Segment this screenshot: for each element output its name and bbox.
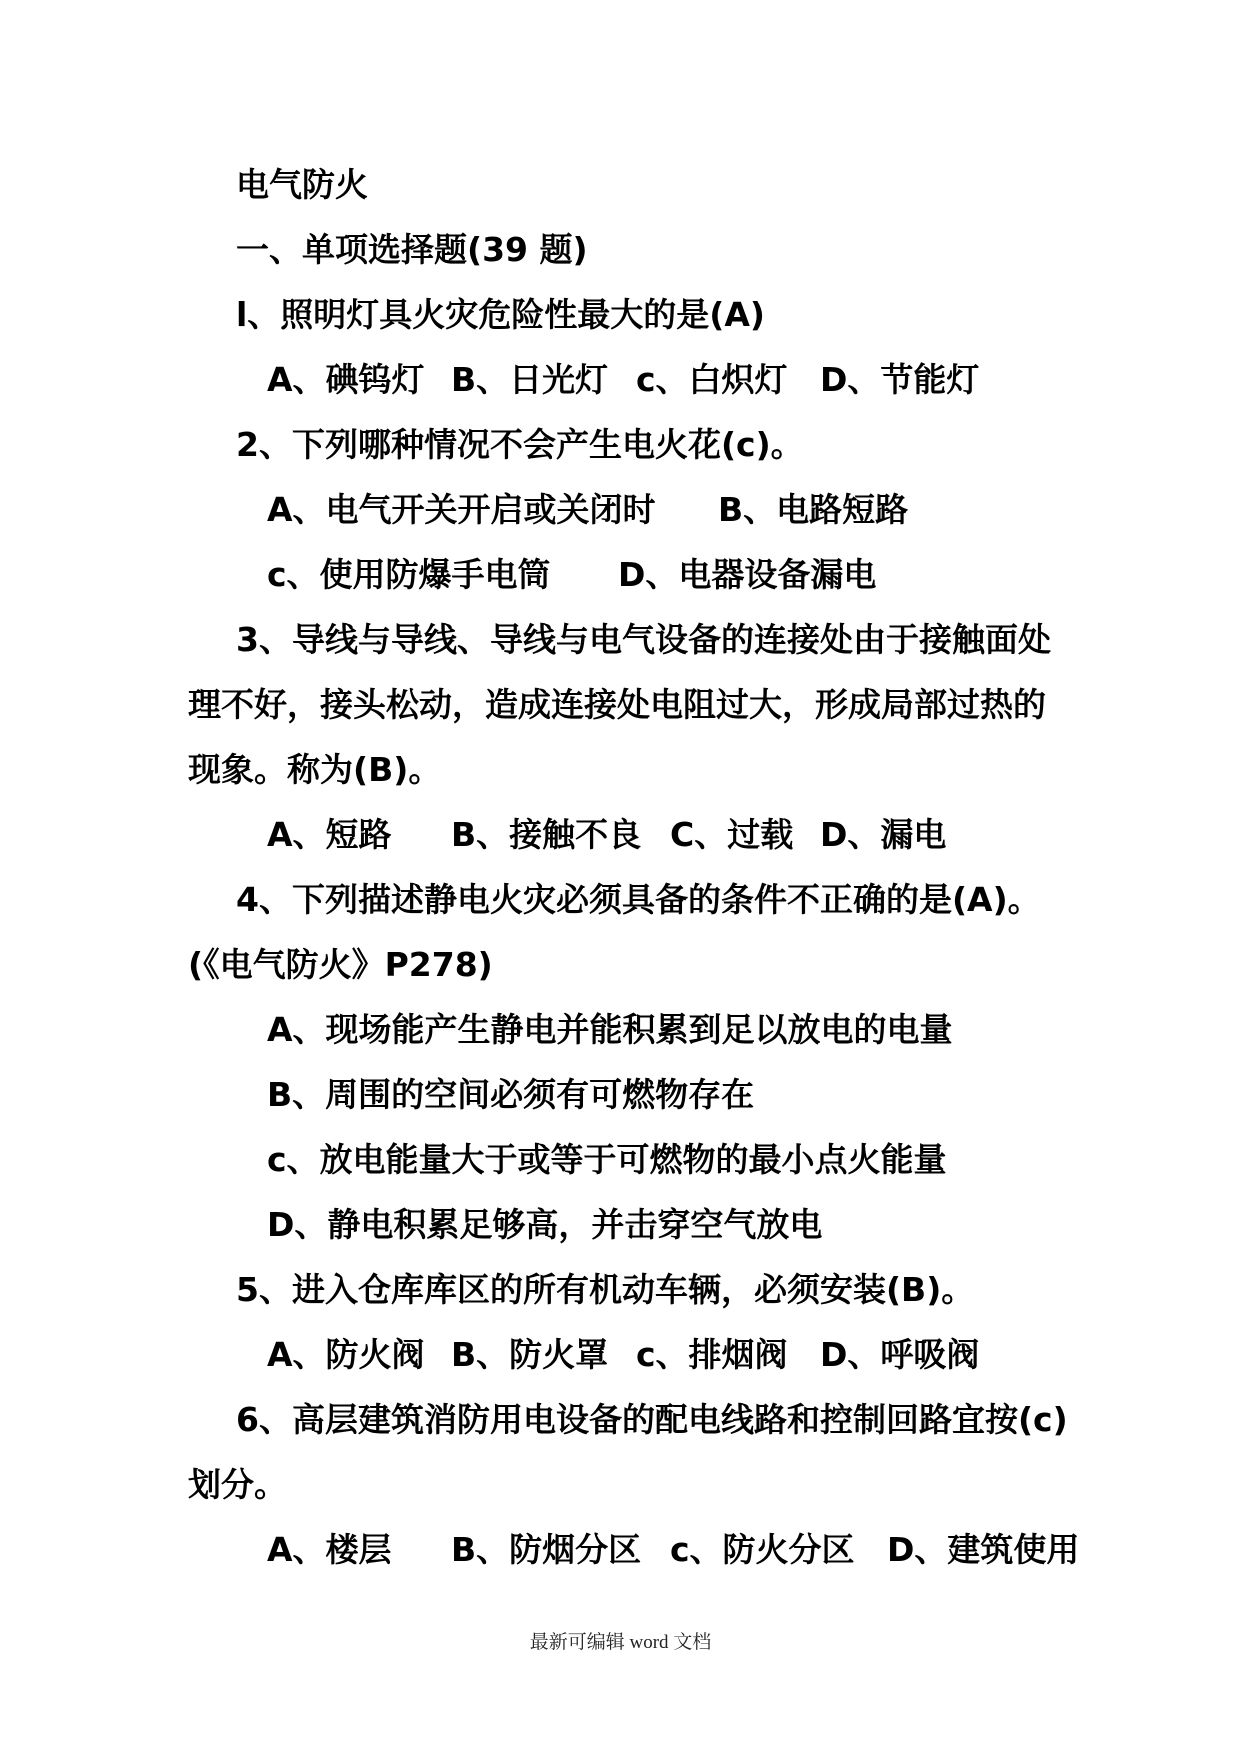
options-row <box>267 1062 1241 1127</box>
options-row <box>267 1322 1241 1387</box>
question-1 <box>0 282 1241 412</box>
option-c: c、白炽灯 <box>636 360 788 399</box>
document-title: 电气防火 <box>236 165 368 204</box>
options-row <box>267 542 1241 607</box>
page-footer: 最新可编辑 word 文档 <box>529 1632 712 1653</box>
option-d: D、漏电 <box>820 815 947 854</box>
options-row <box>267 1517 1241 1582</box>
question-2 <box>0 412 1241 607</box>
question-stem-continued: 划分。 <box>188 1465 287 1504</box>
option-c: c、使用防爆手电筒 <box>267 555 551 594</box>
question-stem-continued: 现象。称为(B)。 <box>188 750 442 789</box>
question-stem: 6、高层建筑消防用电设备的配电线路和控制回路宜按(c) <box>236 1400 1068 1439</box>
option-b: B、接触不良 <box>451 815 642 854</box>
question-4 <box>0 867 1241 1257</box>
option-a: A、短路 <box>267 815 392 854</box>
question-stem: 3、导线与导线、导线与电气设备的连接处由于接触面处 <box>236 620 1051 659</box>
options-row <box>267 802 1241 867</box>
document-body <box>0 152 1241 1582</box>
option-a: A、现场能产生静电并能积累到足以放电的电量 <box>267 1010 953 1049</box>
option-b: B、日光灯 <box>451 360 609 399</box>
option-a: A、防火阀 <box>267 1335 425 1374</box>
option-b: B、防烟分区 <box>451 1530 642 1569</box>
question-6 <box>0 1387 1241 1582</box>
option-d: D、节能灯 <box>820 360 980 399</box>
section-heading: 一、单项选择题(39 题) <box>236 230 588 269</box>
question-stem-continued: 理不好，接头松动，造成连接处电阻过大，形成局部过热的 <box>188 685 1046 724</box>
options-row <box>267 1127 1241 1192</box>
option-a: A、碘钨灯 <box>267 360 425 399</box>
option-c: c、排烟阀 <box>636 1335 788 1374</box>
question-stem: 5、进入仓库库区的所有机动车辆，必须安装(B)。 <box>236 1270 975 1309</box>
option-d: D、静电积累足够高，并击穿空气放电 <box>267 1205 823 1244</box>
question-stem-continued: (《电气防火》P278) <box>188 945 493 984</box>
options-row <box>267 1192 1241 1257</box>
option-d: D、建筑使用 <box>887 1530 1080 1569</box>
option-d: D、电器设备漏电 <box>618 555 877 594</box>
option-d: D、呼吸阀 <box>820 1335 980 1374</box>
option-c: c、防火分区 <box>670 1530 855 1569</box>
option-b: B、防火罩 <box>451 1335 609 1374</box>
option-b: B、电路短路 <box>718 490 909 529</box>
options-row <box>267 347 1241 412</box>
question-5 <box>0 1257 1241 1387</box>
option-b: B、周围的空间必须有可燃物存在 <box>267 1075 755 1114</box>
option-a: A、电气开关开启或关闭时 <box>267 490 656 529</box>
question-stem: 2、下列哪种情况不会产生电火花(c)。 <box>236 425 804 464</box>
question-stem: 4、下列描述静电火灾必须具备的条件不正确的是(A)。 <box>236 880 1041 919</box>
question-stem: l、照明灯具火灾危险性最大的是(A) <box>236 295 766 334</box>
option-c: c、放电能量大于或等于可燃物的最小点火能量 <box>267 1140 947 1179</box>
options-row <box>267 997 1241 1062</box>
option-c: C、过载 <box>670 815 794 854</box>
option-a: A、楼层 <box>267 1530 392 1569</box>
options-row <box>267 477 1241 542</box>
question-3 <box>0 607 1241 867</box>
